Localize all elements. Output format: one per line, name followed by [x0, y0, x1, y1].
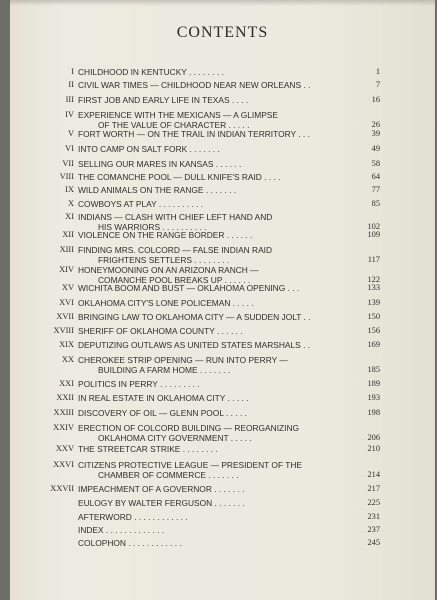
chapter-title — [78, 298, 346, 308]
chapter-title-line: AFTERWORD . . . . . . . . . . . . — [78, 512, 188, 522]
page-number: 7 — [375, 80, 380, 89]
page-number: 198 — [367, 408, 380, 417]
chapter-title-line: COLOPHON . . . . . . . . . . . . — [78, 538, 182, 548]
chapter-title-line: BRINGING LAW TO OKLAHOMA CITY — A SUDDEN JOLT . . — [78, 312, 311, 322]
page-number: 185 — [367, 365, 380, 374]
chapter-number: XVII — [56, 312, 74, 321]
chapter-title-line: OKLAHOMA CITY GOVERNMENT . . . . . — [98, 433, 252, 443]
page-number: 133 — [367, 283, 380, 292]
page-shadow — [10, 0, 435, 6]
chapter-title — [78, 95, 346, 105]
chapter-title — [78, 525, 346, 535]
page-number: 117 — [367, 255, 380, 264]
chapter-title-line: COWBOYS AT PLAY . . . . . . . . . . — [78, 199, 204, 209]
chapter-title — [78, 245, 346, 265]
chapter-number: XX — [61, 355, 74, 364]
chapter-number: XIII — [59, 245, 74, 254]
chapter-title-line: SHERIFF OF OKLAHOMA COUNTY . . . . . . — [78, 326, 243, 336]
page-number: 102 — [367, 222, 380, 231]
page-number: 214 — [367, 470, 380, 479]
chapter-title-line: THE STREETCAR STRIKE . . . . . . . . — [78, 444, 218, 454]
chapter-title — [78, 340, 346, 350]
chapter-number: X — [67, 199, 74, 208]
chapter-title — [78, 538, 346, 548]
page-number: 206 — [367, 433, 380, 442]
chapter-title — [78, 393, 346, 403]
page-number: 245 — [367, 538, 380, 547]
chapter-number: XVI — [59, 298, 74, 307]
page-title: CONTENTS — [176, 24, 269, 41]
page-number: 58 — [371, 159, 380, 168]
chapter-title-line: CITIZENS PROTECTIVE LEAGUE — PRESIDENT OF THE — [78, 460, 302, 470]
chapter-title — [78, 379, 346, 389]
page-number: 85 — [371, 199, 380, 208]
chapter-title — [78, 144, 346, 154]
chapter-number: XXVI — [53, 460, 74, 469]
chapter-number: XXII — [56, 393, 74, 402]
chapter-title-line: VIOLENCE ON THE RANGE BORDER . . . . . . — [78, 230, 253, 240]
chapter-title-line: WILD ANIMALS ON THE RANGE . . . . . . . — [78, 185, 237, 195]
chapter-title — [78, 159, 346, 169]
chapter-title-line: FRIGHTENS SETTLERS . . . . . . . . — [98, 255, 230, 265]
chapter-title-line: POLITICS IN PERRY . . . . . . . . . — [78, 379, 200, 389]
chapter-number: XXIV — [53, 423, 74, 432]
page-number: 16 — [371, 95, 380, 104]
chapter-title-line: FIRST JOB AND EARLY LIFE IN TEXAS . . . . — [78, 95, 249, 105]
chapter-title-line: ERECTION OF COLCORD BUILDING — REORGANIZING — [78, 423, 300, 433]
chapter-title — [78, 312, 346, 322]
page-number: 77 — [371, 185, 380, 194]
chapter-title-line: DEPUTIZING OUTLAWS AS UNITED STATES MARSHALS . . — [78, 340, 311, 350]
book-page — [10, 0, 435, 600]
chapter-title-line: FINDING MRS. COLCORD — FALSE INDIAN RAID — [78, 245, 273, 255]
chapter-title-line: INTO CAMP ON SALT FORK . . . . . . . — [78, 144, 220, 154]
chapter-number: XXV — [55, 444, 74, 453]
chapter-number: I — [71, 67, 74, 76]
chapter-number: XXVII — [50, 484, 74, 493]
chapter-title-line: CHEROKEE STRIP OPENING — RUN INTO PERRY — — [78, 355, 288, 365]
chapter-title-line: COMANCHE POOL BREAKS UP . . . . . . — [98, 275, 251, 285]
page-number: 150 — [367, 312, 380, 321]
chapter-title — [78, 355, 346, 375]
chapter-title-line: CHILDHOOD IN KENTUCKY . . . . . . . . — [78, 67, 224, 77]
page-number: 49 — [371, 144, 380, 153]
chapter-title — [78, 129, 346, 139]
page-number: 139 — [367, 298, 380, 307]
chapter-title — [78, 326, 346, 336]
chapter-title-line: IN REAL ESTATE IN OKLAHOMA CITY . . . . . — [78, 393, 249, 403]
page-number: 237 — [367, 525, 380, 534]
chapter-title — [78, 484, 346, 494]
page-number: 39 — [371, 129, 380, 138]
chapter-number: II — [68, 80, 74, 89]
chapter-title — [78, 199, 346, 209]
chapter-title-line: CHAMBER OF COMMERCE . . . . . . . — [98, 470, 239, 480]
chapter-title — [78, 498, 346, 508]
chapter-title — [78, 67, 346, 77]
page-number: 231 — [367, 512, 380, 521]
chapter-title-line: INDEX . . . . . . . . . . . . . — [78, 525, 165, 535]
chapter-number: IV — [65, 110, 74, 119]
chapter-title — [78, 444, 346, 454]
chapter-number: XII — [62, 230, 74, 239]
page-number: 225 — [367, 498, 380, 507]
page-number: 26 — [371, 120, 380, 129]
chapter-number: IX — [65, 185, 74, 194]
chapter-title — [78, 185, 346, 195]
chapter-title — [78, 110, 346, 130]
page-number: 1 — [375, 67, 380, 76]
chapter-title — [78, 512, 346, 522]
chapter-title-line: HIS WARRIORS . . . . . . . . . . — [98, 222, 207, 232]
chapter-title-line: BUILDING A FARM HOME . . . . . . . — [98, 365, 231, 375]
chapter-title-line: HONEYMOONING ON AN ARIZONA RANCH — — [78, 265, 259, 275]
chapter-title-line: CIVIL WAR TIMES — CHILDHOOD NEAR NEW ORLEANS . . — [78, 80, 311, 90]
chapter-title — [78, 172, 346, 182]
chapter-title — [78, 423, 346, 443]
chapter-title — [78, 212, 346, 232]
page-number: 210 — [367, 444, 380, 453]
chapter-title — [78, 265, 346, 285]
page-number: 189 — [367, 379, 380, 388]
page-number: 64 — [371, 172, 380, 181]
chapter-number: V — [67, 129, 74, 138]
page-number: 193 — [367, 393, 380, 402]
page-number: 217 — [367, 484, 380, 493]
chapter-title-line: DISCOVERY OF OIL — GLENN POOL . . . . . — [78, 408, 247, 418]
chapter-title-line: IMPEACHMENT OF A GOVERNOR . . . . . . . — [78, 484, 245, 494]
page-number: 156 — [367, 326, 380, 335]
chapter-title-line: SELLING OUR MARES IN KANSAS . . . . . . — [78, 159, 242, 169]
chapter-number: XI — [65, 212, 74, 221]
page-number: 122 — [367, 275, 380, 284]
chapter-number: XV — [61, 283, 74, 292]
chapter-number: XIV — [59, 265, 74, 274]
chapter-number: VII — [62, 159, 74, 168]
chapter-title — [78, 408, 346, 418]
chapter-title-line: FORT WORTH — ON THE TRAIL IN INDIAN TERRITORY . . . — [78, 129, 310, 139]
chapter-title-line: EXPERIENCE WITH THE MEXICANS — A GLIMPSE — [78, 110, 278, 120]
page-number: 109 — [367, 230, 380, 239]
chapter-title-line: THE COMANCHE POOL — DULL KNIFE'S RAID . . . . — [78, 172, 281, 182]
chapter-number: III — [65, 95, 74, 104]
chapter-title — [78, 283, 346, 293]
chapter-number: XXIII — [53, 408, 74, 417]
chapter-number: XVIII — [53, 326, 74, 335]
chapter-number: VI — [65, 144, 74, 153]
chapter-title-line: OKLAHOMA CITY'S LONE POLICEMAN . . . . . — [78, 298, 254, 308]
chapter-title-line: EULOGY BY WALTER FERGUSON . . . . . . . — [78, 498, 245, 508]
chapter-title-line: INDIANS — CLASH WITH CHIEF LEFT HAND AND — [78, 212, 273, 222]
chapter-title — [78, 460, 346, 480]
chapter-number: XXI — [59, 379, 74, 388]
page-number: 169 — [367, 340, 380, 349]
chapter-title-line: OF THE VALUE OF CHARACTER . . . . . — [98, 120, 250, 130]
chapter-number: XIX — [59, 340, 74, 349]
chapter-title — [78, 230, 346, 240]
chapter-title — [78, 80, 346, 90]
chapter-number: VIII — [59, 172, 74, 181]
chapter-title-line: WICHITA BOOM AND BUST — OKLAHOMA OPENING . . . — [78, 283, 300, 293]
